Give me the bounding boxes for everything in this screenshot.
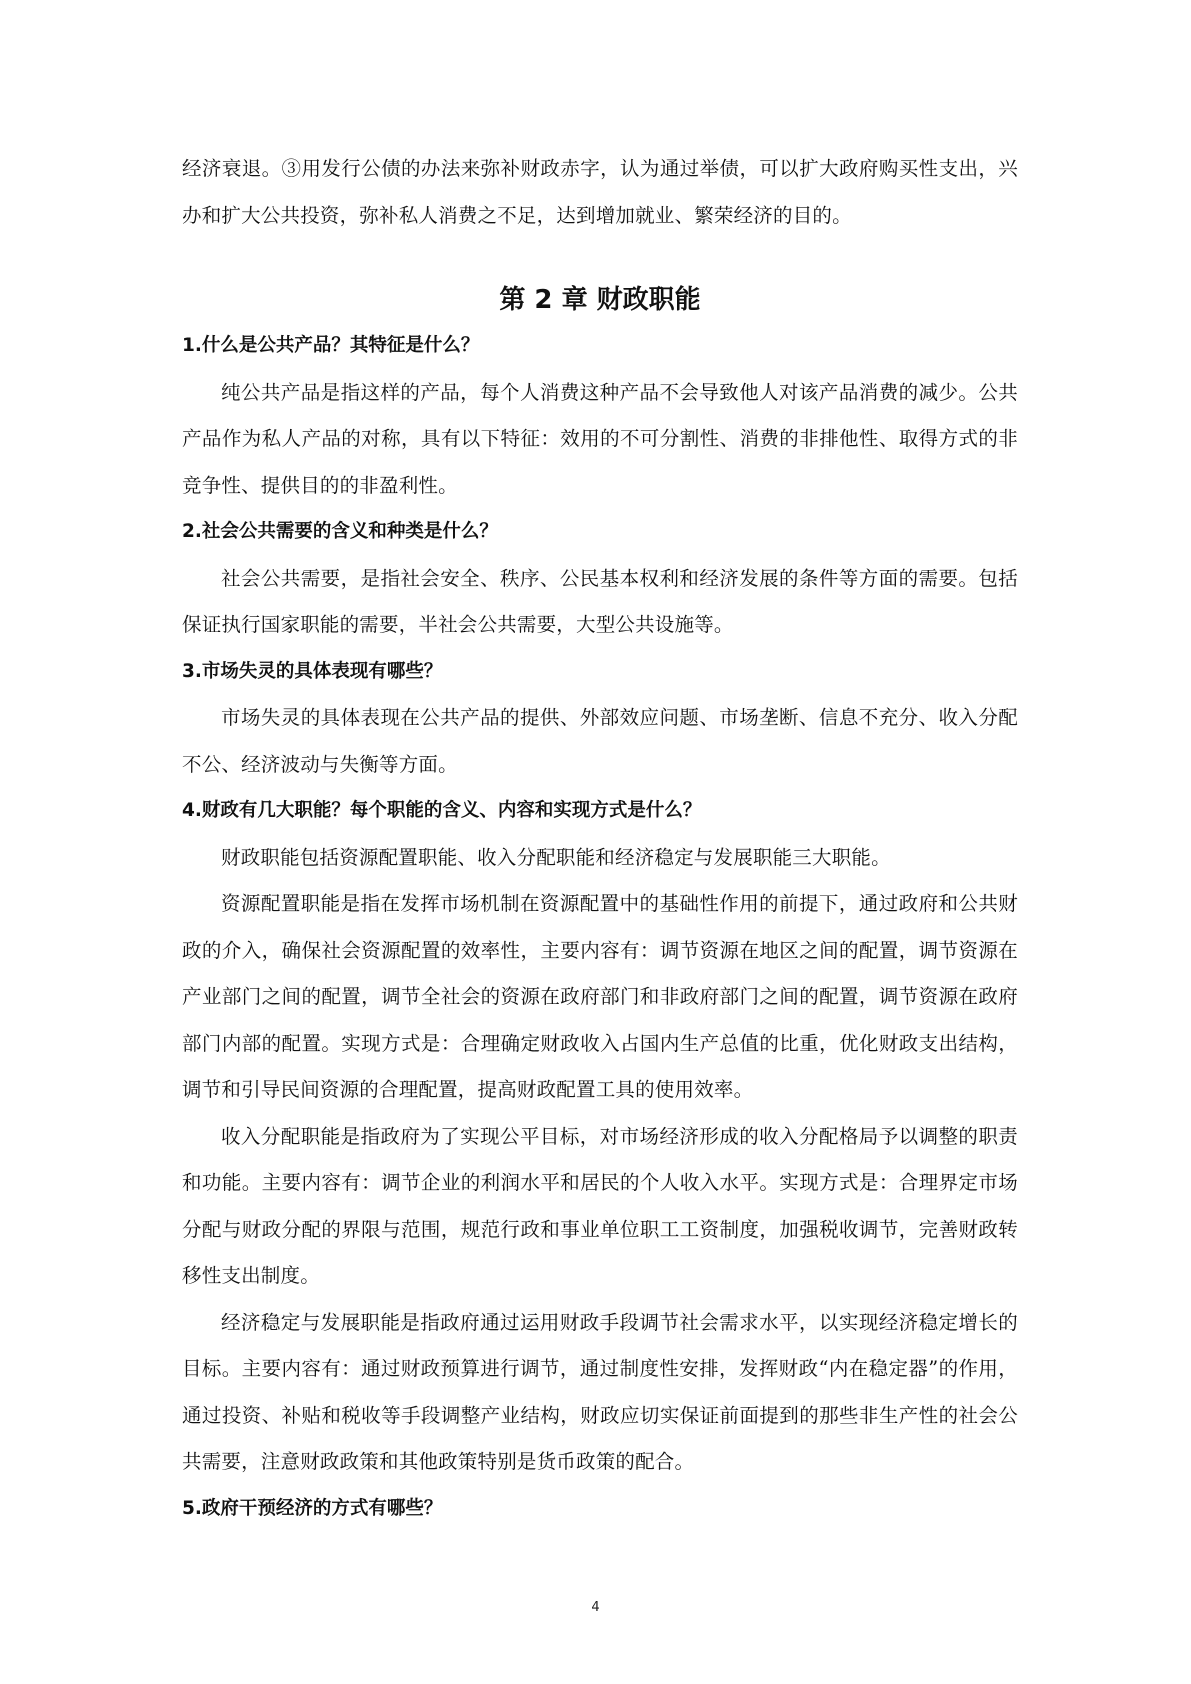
answer-4-paragraph-1: 财政职能包括资源配置职能、收入分配职能和经济稳定与发展职能三大职能。 <box>221 845 891 869</box>
question-2: 2.社会公共需要的含义和种类是什么？ <box>182 521 498 542</box>
answer-3: 市场失灵的具体表现在公共产品的提供、外部效应问题、市场垄断、信息不充分、收入分配不公、经济波动与失衡等方面。 <box>182 706 1018 776</box>
spacer <box>182 239 1018 277</box>
question-5: 5.政府干预经济的方式有哪些？ <box>182 1497 443 1519</box>
page-number: 4 <box>591 1600 600 1615</box>
question-3: 3.市场失灵的具体表现有哪些？ <box>182 660 443 682</box>
answer-4-paragraph-2: 资源配置职能是指在发挥市场机制在资源配置中的基础性作用的前提下，通过政府和公共财政的介入，确保社会资源配置的效率性，主要内容有：调节资源在地区之间的配置，调节资源在产业部门之间的配置，调节全社会的资源在政府部门和非政府部门之间的配置，调节资源在政府部门内部的配置。实现方式是：合理确定财政收入占国内生产总值的比重，优化财政支出结构，调节和引导民间资源的合理配置，提高财政配置工具的使用效率。 <box>182 892 1018 1101</box>
answer-4-paragraph-3: 收入分配职能是指政府为了实现公平目标，对市场经济形成的收入分配格局予以调整的职责和功能。主要内容有：调节企业的利润水平和居民的个人收入水平。实现方式是：合理界定市场分配与财政分配的界限与范围，规范行政和事业单位职工工资制度，加强税收调节，完善财政转移性支出制度。 <box>182 1124 1018 1287</box>
question-1: 1.什么是公共产品？其特征是什么？ <box>182 335 480 356</box>
answer-4-paragraph-4: 经济稳定与发展职能是指政府通过运用财政手段调节社会需求水平，以实现经济稳定增长的目标。主要内容有：通过财政预算进行调节，通过制度性安排，发挥财政“内在稳定器”的作用，通过投资、补贴和税收等手段调整产业结构，财政应切实保证前面提到的那些非生产性的社会公共需要，注意财政政策和其他政策特别是货币政策的配合。 <box>182 1310 1018 1473</box>
document-page <box>182 146 1018 1532</box>
answer-2: 社会公共需要，是指社会安全、秩序、公民基本权利和经济发展的条件等方面的需要。包括保证执行国家职能的需要，半社会公共需要，大型公共设施等。 <box>182 566 1018 636</box>
answer-1: 纯公共产品是指这样的产品，每个人消费这种产品不会导致他人对该产品消费的减少。公共产品作为私人产品的对称，具有以下特征：效用的不可分割性、消费的非排他性、取得方式的非竞争性、提供目的的非盈利性。 <box>182 380 1018 497</box>
continuation-paragraph: 经济衰退。③用发行公债的办法来弥补财政赤字，认为通过举债，可以扩大政府购买性支出，兴办和扩大公共投资，弥补私人消费之不足，达到增加就业、繁荣经济的目的。 <box>182 157 1018 227</box>
question-4: 4.财政有几大职能？每个职能的含义、内容和实现方式是什么？ <box>182 800 702 821</box>
chapter-title: 第 2 章 财政职能 <box>499 285 701 315</box>
